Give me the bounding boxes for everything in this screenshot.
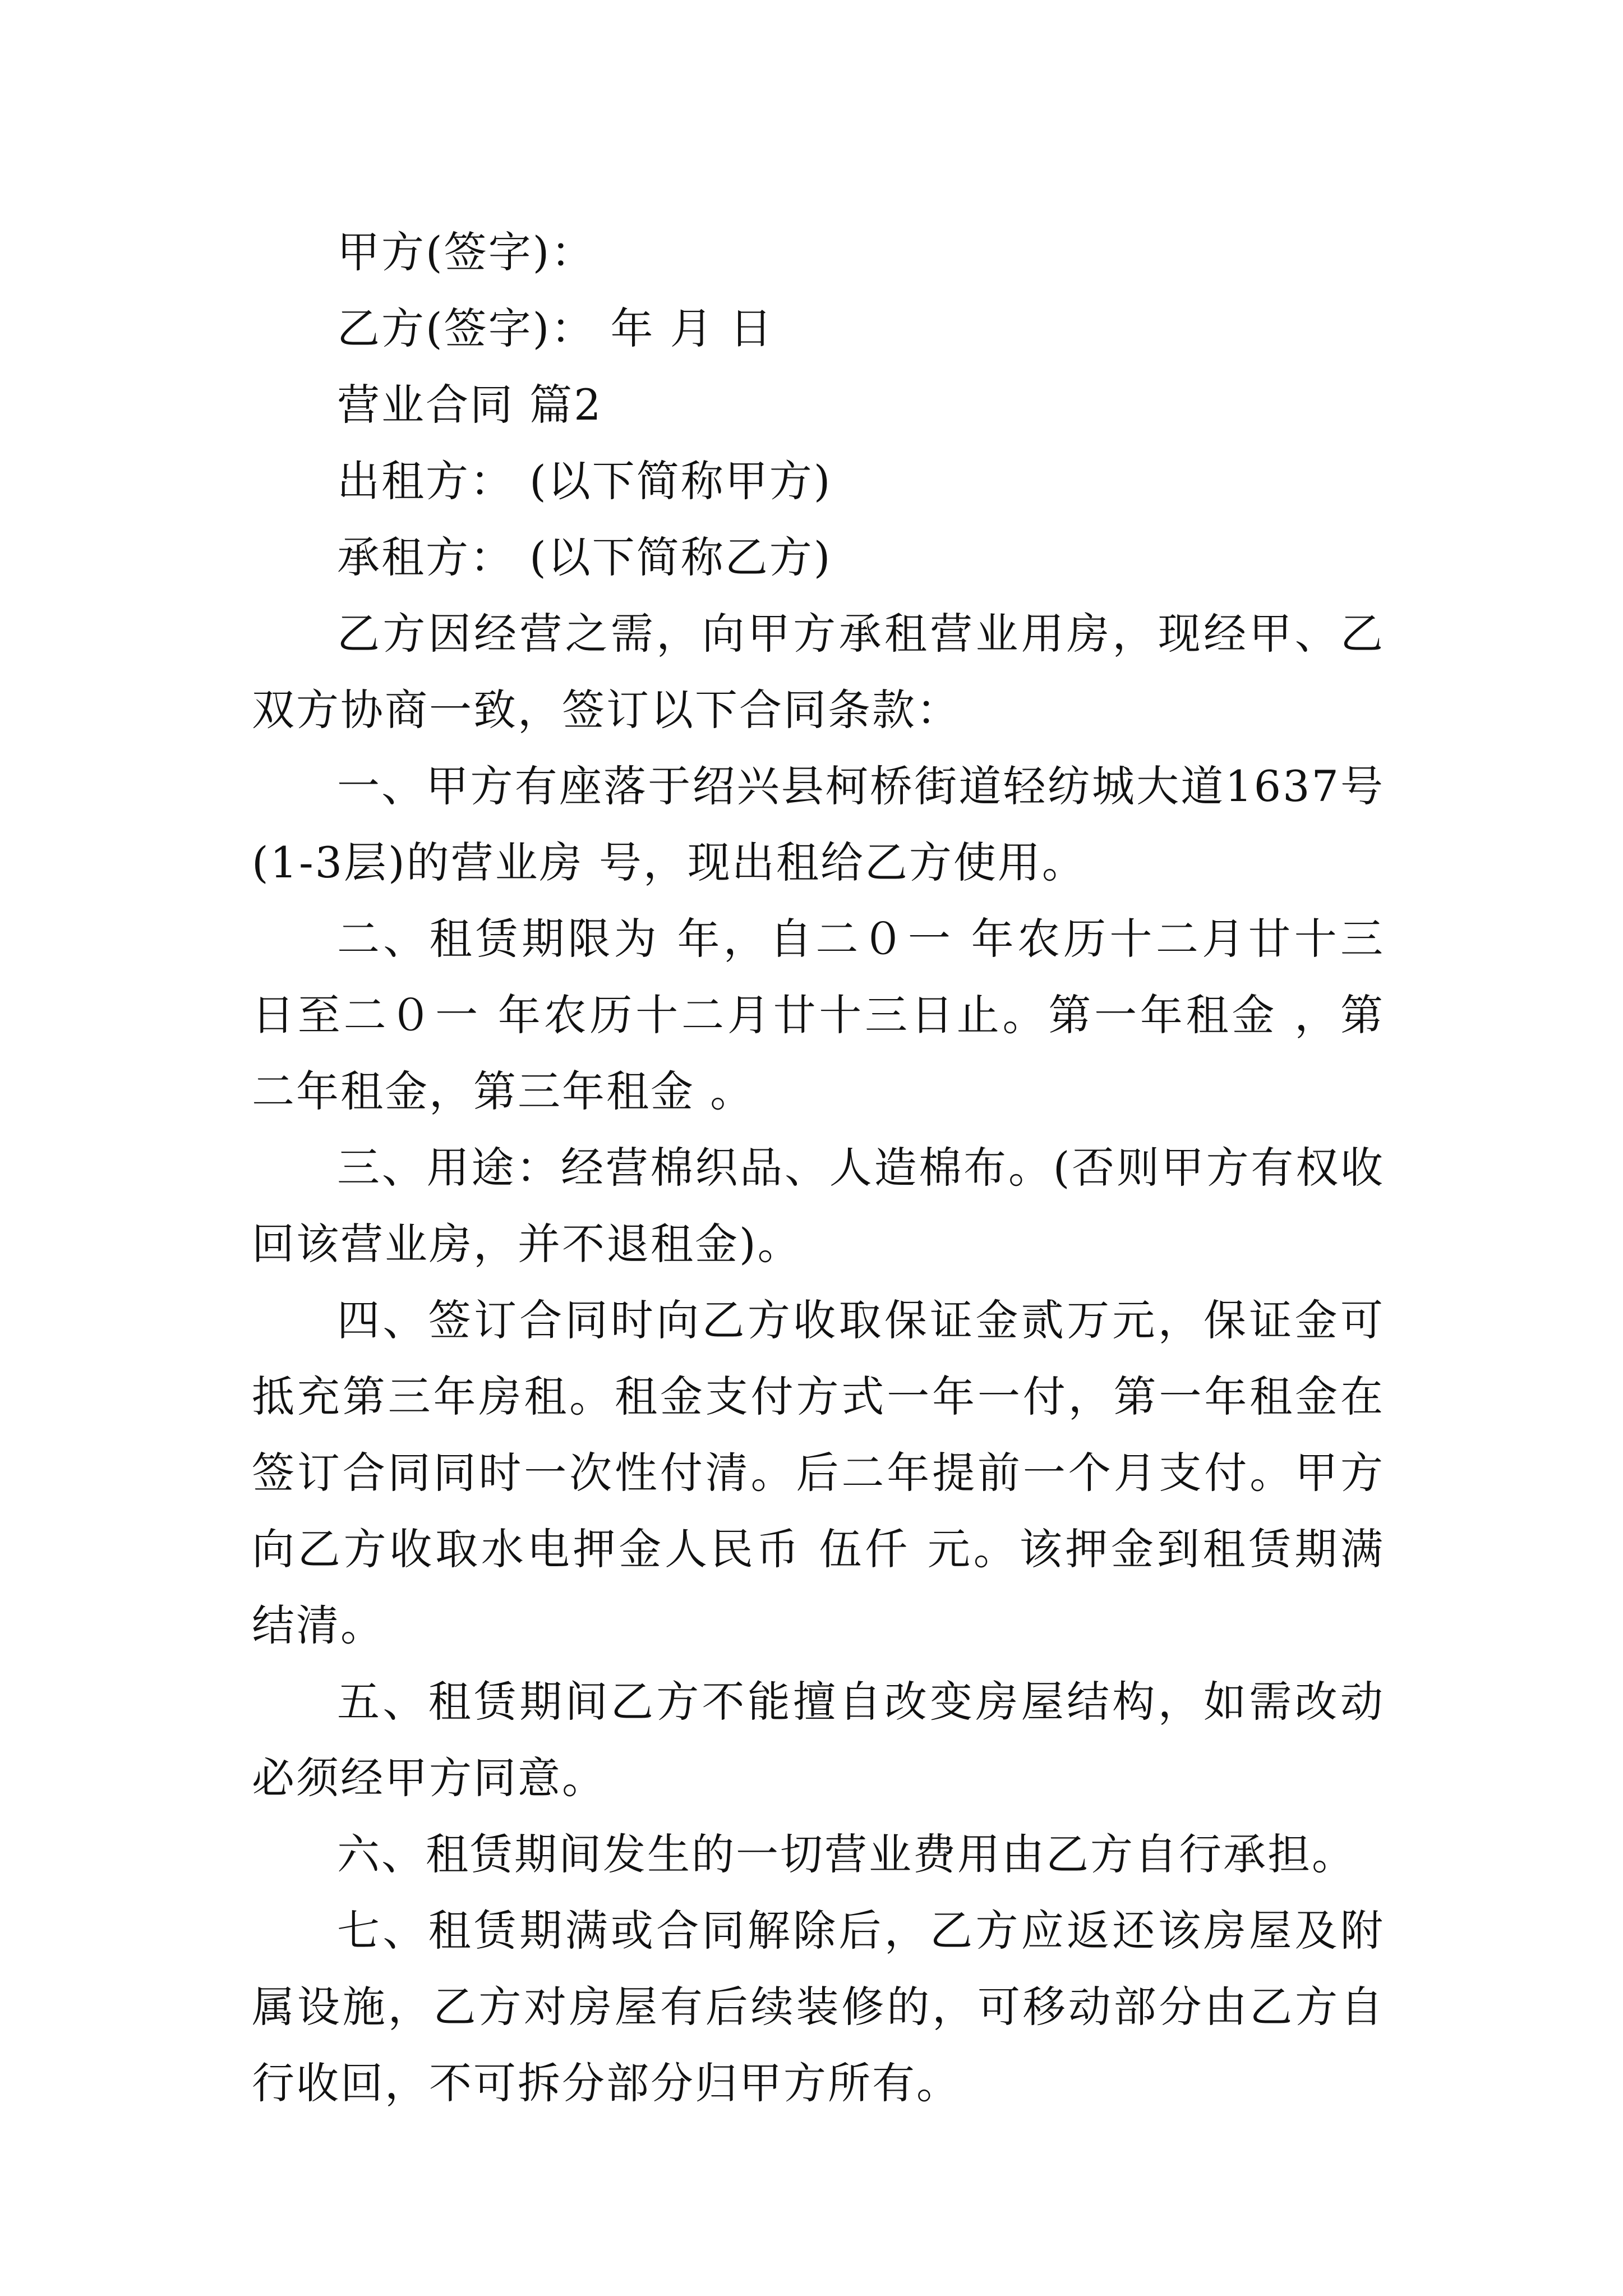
clause-6: 六、租赁期间发生的一切营业费用由乙方自行承担。 (337, 1829, 1356, 1879)
clause-2: 二、租赁期限为 年，自二０一 年农历十二月廿十三日至二０一 年农历十二月廿十三日止。第一年租金 ，第二年租金，第三年租金 。 (252, 914, 1385, 1116)
party-a-signature-line: 甲方(签字)： (337, 227, 596, 277)
lessee-line: 承租方： (以下简称乙方) (337, 532, 832, 582)
clause-1: 一、甲方有座落于绍兴县柯桥街道轻纺城大道1637号(1-3层)的营业房 号，现出租给乙方使用。 (252, 761, 1385, 887)
document-body (252, 214, 1385, 2122)
clause-5: 五、租赁期间乙方不能擅自改变房屋结构，如需改动必须经甲方同意。 (252, 1677, 1385, 1803)
contract-heading: 营业合同 篇2 (337, 380, 603, 430)
clause-4: 四、签订合同时向乙方收取保证金贰万元，保证金可抵充第三年房租。租金支付方式一年一付，第一年租金在签订合同同时一次性付清。后二年提前一个月支付。甲方向乙方收取水电押金人民币 伍仟 元。该押金到租赁期满结清。 (252, 1295, 1385, 1650)
lessor-line: 出租方： (以下简称甲方) (337, 456, 832, 506)
clause-7: 七、租赁期满或合同解除后，乙方应返还该房屋及附属设施，乙方对房屋有后续装修的，可移动部分由乙方自行收回，不可拆分部分归甲方所有。 (252, 1906, 1385, 2108)
preamble-paragraph: 乙方因经营之需，向甲方承租营业用房，现经甲、乙双方协商一致，签订以下合同条款： (252, 609, 1385, 735)
clause-3: 三、用途：经营棉织品、人造棉布。(否则甲方有权收回该营业房，并不退租金)。 (252, 1143, 1385, 1269)
party-b-signature-date-line: 乙方(签字)： 年 月 日 (337, 303, 774, 353)
